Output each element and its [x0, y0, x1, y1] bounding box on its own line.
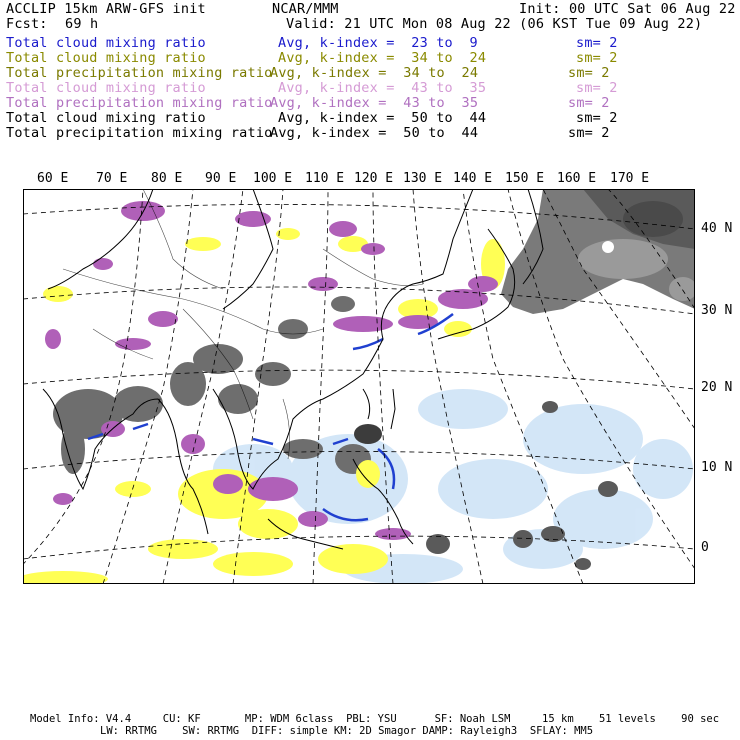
field-5-avg: Avg, k-index = 50 to 44: [278, 110, 487, 126]
init-time: Init: 00 UTC Sat 06 Aug 22: [519, 1, 736, 17]
footer-model-info-line1: Model Info: V4.4 CU: KF MP: WDM 6class PBL: YSU SF: Noah LSM 15 km 51 levels 90 sec: [30, 713, 720, 725]
lon-label-60e: 60 E: [37, 171, 69, 186]
valid-time: Valid: 21 UTC Mon 08 Aug 22 (06 KST Tue 09 Aug 22): [286, 16, 703, 32]
field-4-avg: Avg, k-index = 43 to 35: [270, 95, 479, 111]
lon-label-110e: 110 E: [305, 171, 345, 186]
lat-label-20n: 20 N: [701, 380, 733, 395]
field-6-sm: sm= 2: [568, 125, 610, 141]
lon-label-140e: 140 E: [453, 171, 493, 186]
lon-label-160e: 160 E: [557, 171, 597, 186]
field-5-name: Total cloud mixing ratio: [6, 110, 206, 126]
field-3-name: Total cloud mixing ratio: [6, 80, 206, 96]
field-1-sm: sm= 2: [576, 50, 618, 66]
lon-label-130e: 130 E: [403, 171, 443, 186]
lon-label-170e: 170 E: [610, 171, 650, 186]
field-0-avg: Avg, k-index = 23 to 9: [278, 35, 478, 51]
field-6-name: Total precipitation mixing ratio: [6, 125, 273, 141]
lon-label-80e: 80 E: [151, 171, 183, 186]
field-2-sm: sm= 2: [568, 65, 610, 81]
lat-label-40n: 40 N: [701, 221, 733, 236]
lat-label-30n: 30 N: [701, 303, 733, 318]
lat-label-0: 0: [701, 540, 709, 555]
lon-label-70e: 70 E: [96, 171, 128, 186]
lat-label-10n: 10 N: [701, 460, 733, 475]
lon-label-150e: 150 E: [505, 171, 545, 186]
lon-label-120e: 120 E: [354, 171, 394, 186]
field-1-avg: Avg, k-index = 34 to 24: [278, 50, 487, 66]
field-2-avg: Avg, k-index = 34 to 24: [270, 65, 479, 81]
lon-label-90e: 90 E: [205, 171, 237, 186]
fcst-label: Fcst:: [6, 16, 48, 32]
field-0-name: Total cloud mixing ratio: [6, 35, 206, 51]
field-0-sm: sm= 2: [576, 35, 618, 51]
title-left: ACCLIP 15km ARW-GFS init: [6, 1, 206, 17]
field-6-avg: Avg, k-index = 50 to 44: [270, 125, 479, 141]
field-4-name: Total precipitation mixing ratio: [6, 95, 273, 111]
lon-label-100e: 100 E: [253, 171, 293, 186]
field-3-avg: Avg, k-index = 43 to 35: [278, 80, 487, 96]
field-5-sm: sm= 2: [576, 110, 618, 126]
field-2-name: Total precipitation mixing ratio: [6, 65, 273, 81]
title-center: NCAR/MMM: [272, 1, 339, 17]
field-1-name: Total cloud mixing ratio: [6, 50, 206, 66]
field-3-sm: sm= 2: [576, 80, 618, 96]
map-plot: [23, 189, 695, 584]
field-4-sm: sm= 2: [568, 95, 610, 111]
footer-model-info-line2: LW: RRTMG SW: RRTMG DIFF: simple KM: 2D Smagor DAMP: Rayleigh3 SFLAY: MM5: [100, 725, 594, 737]
fcst-value: 69 h: [65, 16, 99, 32]
